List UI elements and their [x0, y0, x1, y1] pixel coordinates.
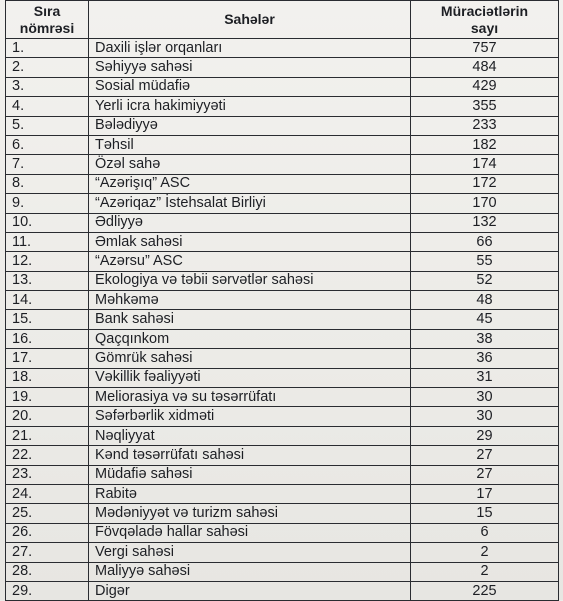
row-count: 429 — [411, 77, 559, 96]
table-row — [6, 523, 559, 542]
row-count: 30 — [411, 388, 559, 407]
row-number: 22. — [6, 446, 89, 465]
row-number: 13. — [6, 271, 89, 290]
row-number: 16. — [6, 329, 89, 348]
row-count: 29 — [411, 426, 559, 445]
row-field: Bələdiyyə — [89, 116, 411, 135]
row-count: 233 — [411, 116, 559, 135]
row-count: 27 — [411, 465, 559, 484]
row-field: Özəl sahə — [89, 155, 411, 174]
row-number: 11. — [6, 232, 89, 251]
row-field: Təhsil — [89, 135, 411, 154]
row-count: 17 — [411, 484, 559, 503]
row-number: 27. — [6, 543, 89, 562]
row-count: 132 — [411, 213, 559, 232]
row-field: “Azərişıq” ASC — [89, 174, 411, 193]
row-number: 3. — [6, 77, 89, 96]
row-number: 6. — [6, 135, 89, 154]
row-number: 19. — [6, 388, 89, 407]
row-field: Meliorasiya və su təsərrüfatı — [89, 388, 411, 407]
row-count: 172 — [411, 174, 559, 193]
row-number: 15. — [6, 310, 89, 329]
row-number: 24. — [6, 484, 89, 503]
row-count: 15 — [411, 504, 559, 523]
row-field: Bank sahəsi — [89, 310, 411, 329]
table-row — [6, 446, 559, 465]
row-field: Səfərbərlik xidməti — [89, 407, 411, 426]
header-count — [411, 1, 559, 39]
table-row — [6, 135, 559, 154]
row-count: 52 — [411, 271, 559, 290]
table-row — [6, 329, 559, 348]
row-count: 38 — [411, 329, 559, 348]
row-count: 45 — [411, 310, 559, 329]
row-number: 4. — [6, 97, 89, 116]
table-row — [6, 407, 559, 426]
row-count: 225 — [411, 581, 559, 600]
row-count: 48 — [411, 291, 559, 310]
header-row — [6, 1, 559, 39]
row-count: 36 — [411, 349, 559, 368]
table-row — [6, 349, 559, 368]
row-number: 29. — [6, 581, 89, 600]
row-count: 174 — [411, 155, 559, 174]
row-field: Qaçqınkom — [89, 329, 411, 348]
row-field: Məhkəmə — [89, 291, 411, 310]
row-count: 6 — [411, 523, 559, 542]
table-row — [6, 426, 559, 445]
row-field: “Azərsu” ASC — [89, 252, 411, 271]
row-number: 28. — [6, 562, 89, 581]
table-row — [6, 543, 559, 562]
row-field: Nəqliyyat — [89, 426, 411, 445]
row-number: 14. — [6, 291, 89, 310]
table-row — [6, 562, 559, 581]
row-field: Maliyyə sahəsi — [89, 562, 411, 581]
table-row — [6, 155, 559, 174]
row-count: 182 — [411, 135, 559, 154]
row-number: 21. — [6, 426, 89, 445]
row-number: 18. — [6, 368, 89, 387]
row-number: 8. — [6, 174, 89, 193]
row-number: 26. — [6, 523, 89, 542]
row-number: 17. — [6, 349, 89, 368]
header-number — [6, 1, 89, 39]
row-number: 7. — [6, 155, 89, 174]
row-field: Vergi sahəsi — [89, 543, 411, 562]
table-body — [6, 39, 559, 601]
appeals-table — [5, 0, 559, 601]
header-number-line1: Sıra — [33, 2, 61, 19]
row-field: Müdafiə sahəsi — [89, 465, 411, 484]
row-number: 2. — [6, 58, 89, 77]
row-number: 9. — [6, 194, 89, 213]
row-count: 30 — [411, 407, 559, 426]
row-number: 25. — [6, 504, 89, 523]
row-count: 2 — [411, 543, 559, 562]
row-field: Əmlak sahəsi — [89, 232, 411, 251]
row-number: 23. — [6, 465, 89, 484]
row-field: Daxili işlər orqanları — [89, 39, 411, 58]
row-field: Digər — [89, 581, 411, 600]
table-row — [6, 291, 559, 310]
table-row — [6, 213, 559, 232]
row-count: 2 — [411, 562, 559, 581]
row-field: “Azəriqaz” İstehsalat Birliyi — [89, 194, 411, 213]
header-number-line2: nömrəsi — [19, 19, 75, 36]
row-number: 12. — [6, 252, 89, 271]
table-row — [6, 271, 559, 290]
table-row — [6, 194, 559, 213]
table-row — [6, 368, 559, 387]
row-field: Fövqəladə hallar sahəsi — [89, 523, 411, 542]
table-row — [6, 484, 559, 503]
table-row — [6, 232, 559, 251]
table-row — [6, 310, 559, 329]
row-number: 1. — [6, 39, 89, 58]
row-field: Vəkillik fəaliyyəti — [89, 368, 411, 387]
row-field: Yerli icra hakimiyyəti — [89, 97, 411, 116]
table-row — [6, 465, 559, 484]
row-number: 20. — [6, 407, 89, 426]
table-row — [6, 58, 559, 77]
header-field: Sahələr — [89, 1, 411, 39]
table-row — [6, 504, 559, 523]
row-count: 55 — [411, 252, 559, 271]
header-count-line2: sayı — [470, 19, 499, 36]
table-row — [6, 97, 559, 116]
table-row — [6, 77, 559, 96]
row-field: Səhiyyə sahəsi — [89, 58, 411, 77]
row-count: 170 — [411, 194, 559, 213]
row-field: Kənd təsərrüfatı sahəsi — [89, 446, 411, 465]
row-number: 5. — [6, 116, 89, 135]
row-field: Gömrük sahəsi — [89, 349, 411, 368]
row-count: 31 — [411, 368, 559, 387]
row-field: Rabitə — [89, 484, 411, 503]
row-field: Sosial müdafiə — [89, 77, 411, 96]
table-row — [6, 252, 559, 271]
row-field: Ekologiya və təbii sərvətlər sahəsi — [89, 271, 411, 290]
table-row — [6, 581, 559, 600]
row-count: 66 — [411, 232, 559, 251]
table-row — [6, 116, 559, 135]
table-header — [6, 1, 559, 39]
row-field: Ədliyyə — [89, 213, 411, 232]
row-field: Mədəniyyət və turizm sahəsi — [89, 504, 411, 523]
table-row — [6, 174, 559, 193]
row-count: 757 — [411, 39, 559, 58]
row-count: 27 — [411, 446, 559, 465]
header-count-line1: Müraciətlərin — [440, 2, 529, 19]
table-row — [6, 39, 559, 58]
row-number: 10. — [6, 213, 89, 232]
row-count: 484 — [411, 58, 559, 77]
row-count: 355 — [411, 97, 559, 116]
table-row — [6, 388, 559, 407]
